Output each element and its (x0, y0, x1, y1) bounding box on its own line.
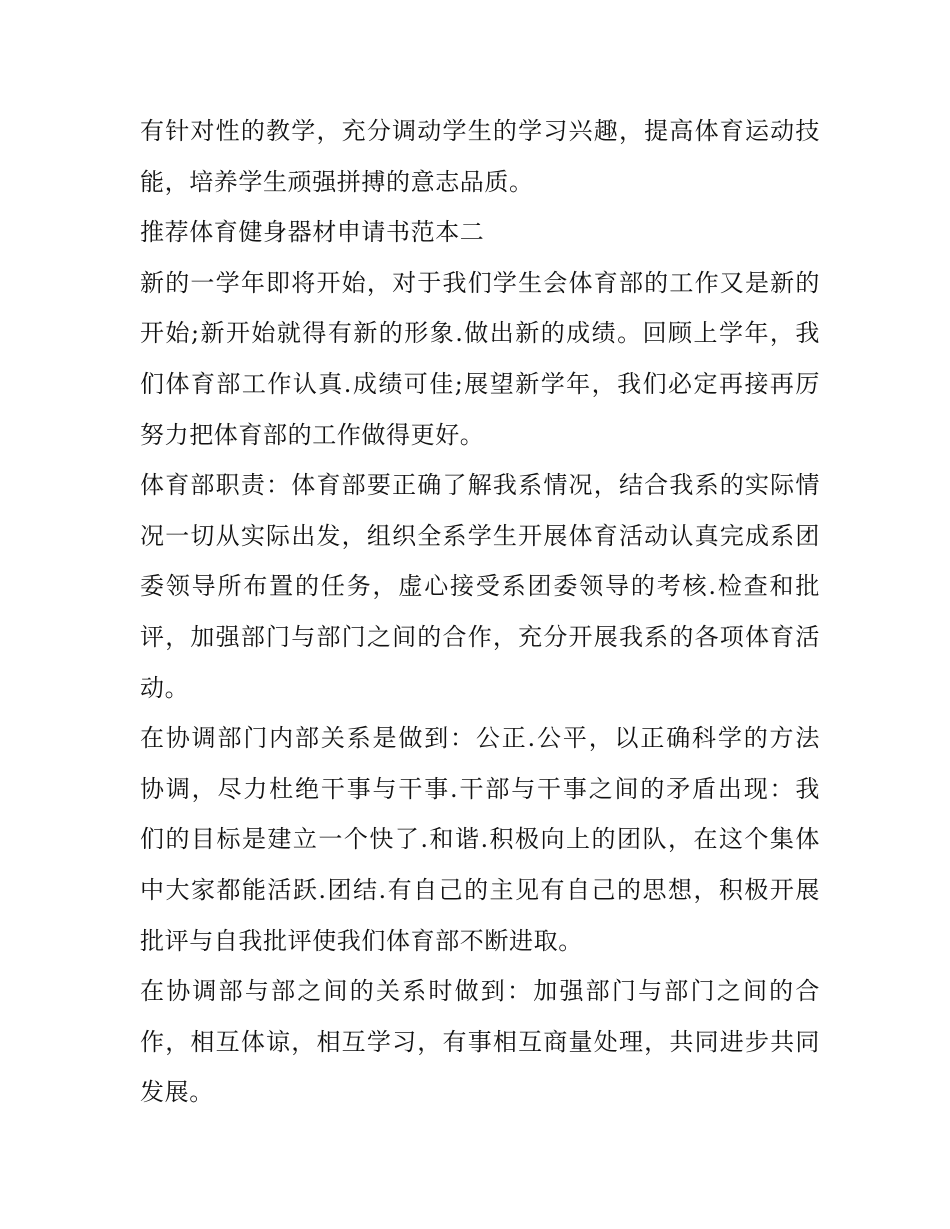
text-line: 有针对性的教学，充分调动学生的学习兴趣，提高体育运动技 (140, 117, 820, 145)
text-line: 批评与自我批评使我们体育部不断进取。 (140, 926, 583, 955)
text-line: 况一切从实际出发，组织全系学生开展体育活动认真完成系团 (140, 521, 820, 550)
text-line: 协调，尽力杜绝干事与干事.干部与干事之间的矛盾出现：我 (140, 774, 820, 803)
text-line: 在协调部门内部关系是做到：公正.公平，以正确科学的方法 (140, 724, 820, 753)
text-line: 们的目标是建立一个快了.和谐.积极向上的团队，在这个集体 (140, 825, 820, 854)
document-body (140, 106, 820, 1118)
text-line: 努力把体育部的工作做得更好。 (140, 420, 485, 449)
text-line: 体育部职责：体育部要正确了解我系情况，结合我系的实际情 (140, 471, 820, 500)
text-line: 在协调部与部之间的关系时做到：加强部门与部门之间的合 (140, 977, 820, 1006)
text-line: 动。 (140, 673, 190, 702)
text-line: 能，培养学生顽强拼搏的意志品质。 (140, 167, 534, 196)
text-line: 评，加强部门与部门之间的合作，充分开展我系的各项体育活 (140, 622, 820, 651)
text-line: 作，相互体谅，相互学习，有事相互商量处理，共同进步共同 (140, 1027, 820, 1056)
text-line: 中大家都能活跃.团结.有自己的主见有自己的思想，积极开展 (140, 875, 820, 904)
section-heading: 推荐体育健身器材申请书范本二 (140, 218, 485, 247)
text-line: 们体育部工作认真.成绩可佳;展望新学年，我们必定再接再厉 (140, 369, 820, 398)
text-line: 开始;新开始就得有新的形象.做出新的成绩。回顾上学年，我 (140, 319, 820, 348)
text-line: 委领导所布置的任务，虚心接受系团委领导的考核.检查和批 (140, 572, 820, 601)
text-line: 新的一学年即将开始，对于我们学生会体育部的工作又是新的 (140, 268, 820, 297)
text-line: 发展。 (140, 1078, 214, 1107)
